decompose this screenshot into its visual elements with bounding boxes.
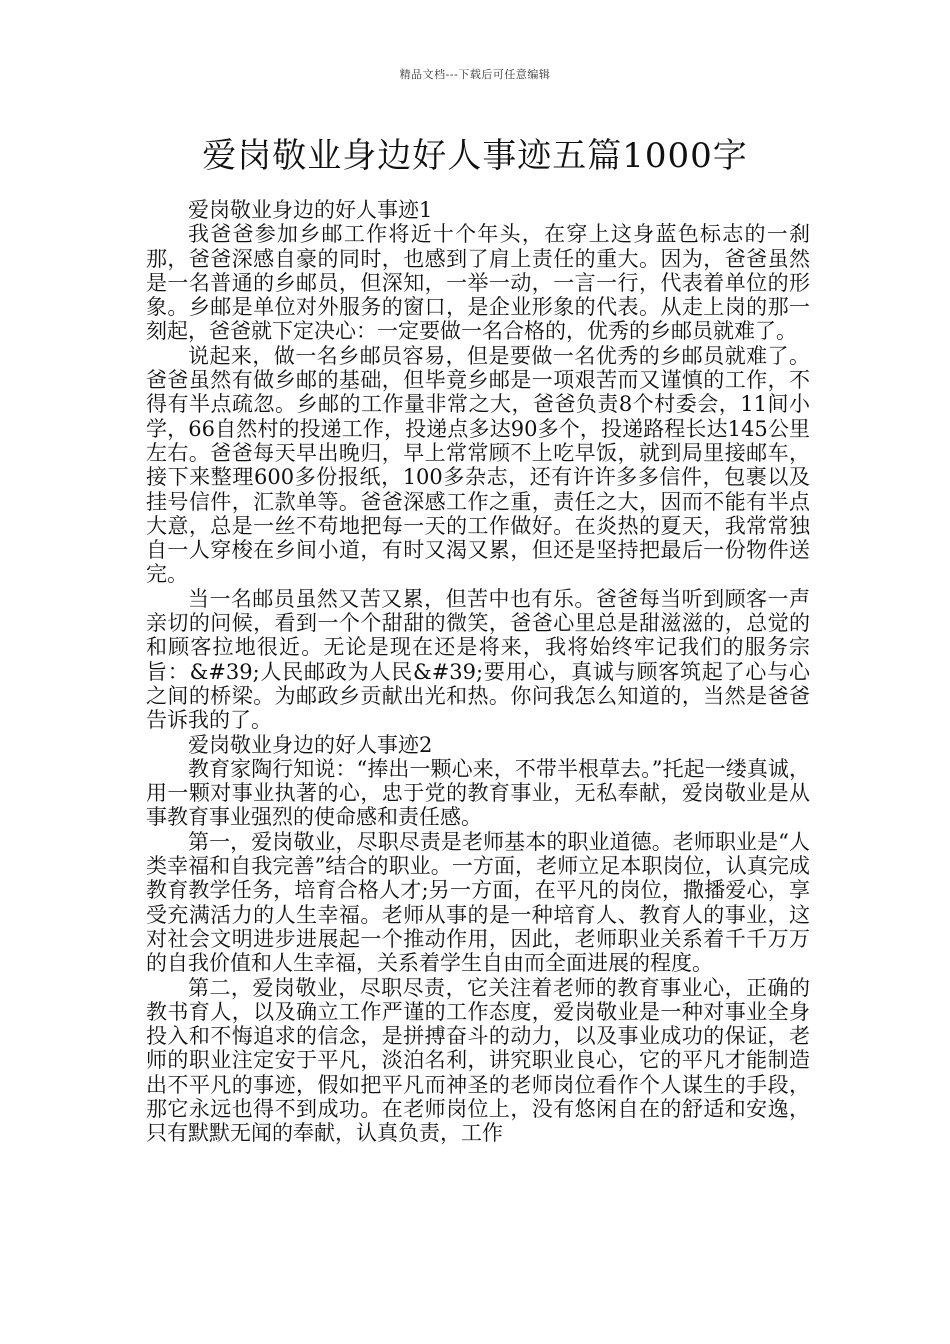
section-heading-2: 爱岗敬业身边的好人事迹2 xyxy=(188,732,433,757)
body-paragraph: 我爸爸参加乡邮工作将近十个年头，在穿上这身蓝色标志的一刹那，爸爸深感自豪的同时，也感到了肩上责任的重大。因为，爸爸虽然是一名普通的乡邮员，但深知，一举一动，一言一行，代表着单位的形象。乡邮是单位对外服务的窗口，是企业形象的代表。从走上岗的那一刻起，爸爸就下定决心：一定要做一名合格的，优秀的乡邮员就难了。 xyxy=(146,222,810,344)
document-body xyxy=(146,198,810,1146)
section-heading-1: 爱岗敬业身边的好人事迹1 xyxy=(188,198,433,222)
body-paragraph: 第一，爱岗敬业，尽职尽责是老师基本的职业道德。老师职业是“人类幸福和自我完善”结合的职业。一方面，老师立足本职岗位，认真完成教育教学任务，培育合格人才;另一方面，在平凡的岗位，撒播爱心，享受充满活力的人生幸福。老师从事的是一种培育人、教育人的事业，这对社会文明进步进展起一个推动作用，因此，老师职业关系着千千万万的自我价值和人生幸福，关系着学生自由而全面进展的程度。 xyxy=(146,829,810,976)
body-paragraph: 当一名邮员虽然又苦又累，但苦中也有乐。爸爸每当听到顾客一声亲切的问候，看到一个个甜甜的微笑，爸爸心里总是甜滋滋的，总觉的和顾客拉地很近。无论是现在还是将来，我将始终牢记我们的服务宗旨：&#39;人民邮政为人民&#39;要用心，真诚与顾客筑起了心与心之间的桥梁。为邮政乡贡献出光和热。你问我怎么知道的，当然是爸爸告诉我的了。 xyxy=(146,586,810,733)
body-paragraph: 教育家陶行知说：“捧出一颗心来，不带半根草去。”托起一缕真诚，用一颗对事业执著的心，忠于党的教育事业，无私奉献，爱岗敬业是从事教育事业强烈的使命感和责任感。 xyxy=(146,756,810,830)
body-paragraph: 第二，爱岗敬业，尽职尽责，它关注着老师的教育事业心，正确的教书育人，以及确立工作严谨的工作态度，爱岗敬业是一种对事业全身投入和不悔追求的信念，是拼搏奋斗的动力，以及事业成功的保证，老师的职业注定安于平凡，淡泊名利，讲究职业良心，它的平凡才能制造出不平凡的事迹，假如把平凡而神圣的老师岗位看作个人谋生的手段，那它永远也得不到成功。在老师岗位上，没有悠闲自在的舒适和安逸，只有默默无闻的奉献，认真负责，工作 xyxy=(146,975,810,1146)
header-note: 精品文档---下载后可任意编辑 xyxy=(399,68,551,81)
document-title: 爱岗敬业身边好人事迹五篇1000字 xyxy=(202,136,748,176)
body-paragraph: 说起来，做一名乡邮员容易，但是要做一名优秀的乡邮员就难了。爸爸虽然有做乡邮的基础，但毕竟乡邮是一项艰苦而又谨慎的工作，不得有半点疏忽。乡邮的工作量非常之大，爸爸负责8个村委会，11间小学，66自然村的投递工作，投递点多达90多个，投递路程长达145公里左右。爸爸每天早出晚归，早上常常顾不上吃早饭，就到局里接邮车，接下来整理600多份报纸，100多杂志，还有许许多多信件，包裹以及挂号信件，汇款单等。爸爸深感工作之重，责任之大，因而不能有半点大意，总是一丝不苟地把每一天的工作做好。在炎热的夏天，我常常独自一人穿梭在乡间小道，有时又渴又累，但还是坚持把最后一份物件送完。 xyxy=(146,343,810,587)
